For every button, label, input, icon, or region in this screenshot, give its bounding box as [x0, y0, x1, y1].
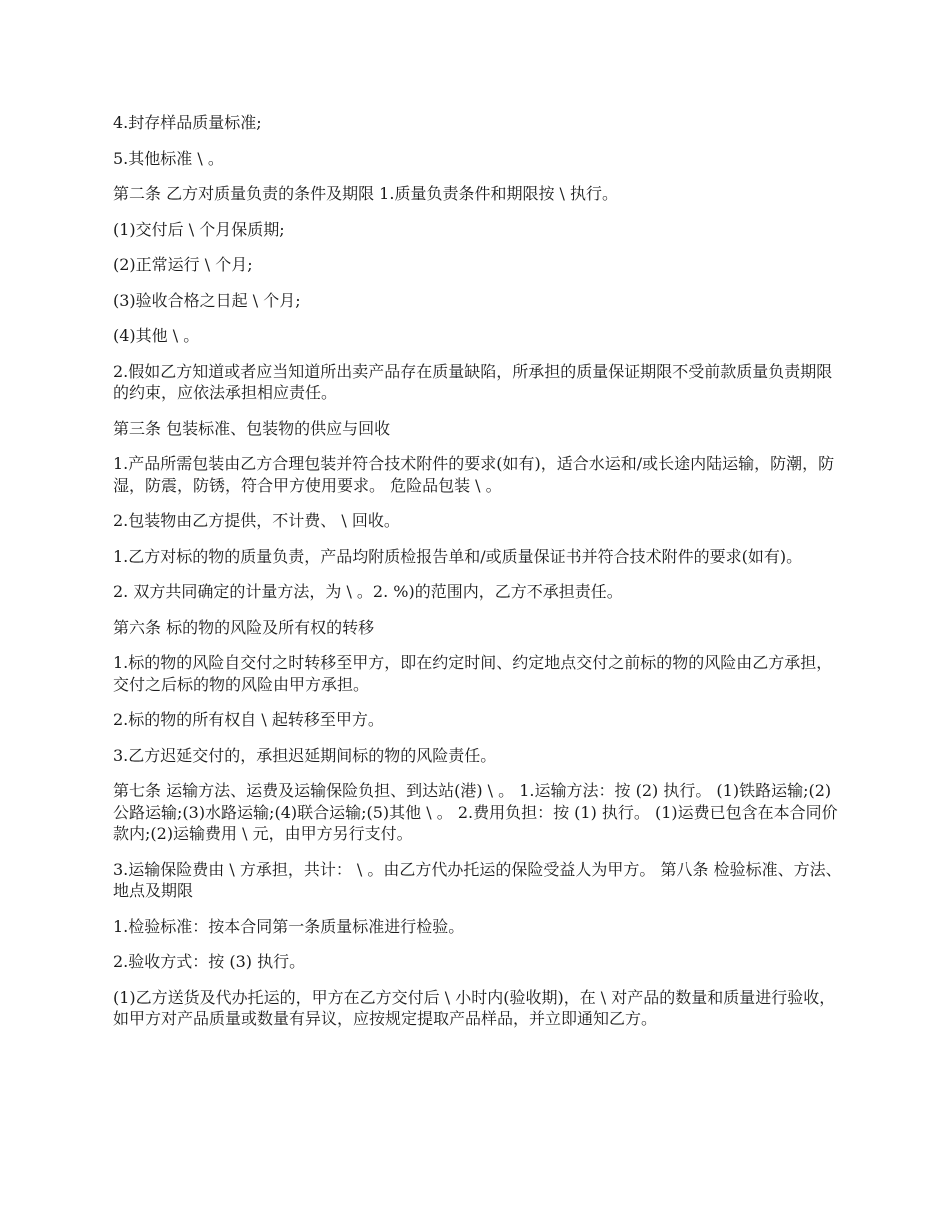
- paragraph-article-2-heading: 第二条 乙方对质量负责的条件及期限 1.质量负责条件和期限按 \ 执行。: [113, 184, 619, 203]
- paragraph-measurement-clause-2: 2. 双方共同确定的计量方法，为 \ 。2. %)的范围内，乙方不承担责任。: [113, 582, 623, 601]
- paragraph-article-3-heading: 第三条 包装标准、包装物的供应与回收: [113, 418, 391, 438]
- document-body: [113, 112, 843, 1044]
- paragraph-article-2-item-2: (2)正常运行 \ 个月;: [113, 255, 253, 274]
- paragraph-article-2-item-3: (3)验收合格之日起 \ 个月;: [113, 290, 301, 310]
- paragraph-clause-1-5: 5.其他标准 \ 。: [113, 148, 224, 168]
- paragraph-clause-1-4: 4.封存样品质量标准;: [113, 113, 262, 132]
- paragraph-article-6-heading: 第六条 标的物的风险及所有权的转移: [113, 617, 375, 637]
- paragraph-article-8-item-1: (1)乙方送货及代办托运的，甲方在乙方交付后 \ 小时内(验收期)，在 \ 对产品的数量和质量进行验收，如甲方对产品质量或数量有异议，应按规定提取产品样品，并立即通知乙方。: [113, 987, 836, 1028]
- paragraph-article-6-clause-2: 2.标的物的所有权自 \ 起转移至甲方。: [113, 710, 384, 729]
- paragraph-article-3-clause-1: 1.产品所需包装由乙方合理包装并符合技术附件的要求(如有)，适合水运和/或长途内陆运输，防潮，防湿，防震，防锈，符合甲方使用要求。 危险品包装 \ 。: [113, 454, 835, 495]
- paragraph-quality-clause-1: 1.乙方对标的物的质量负责，产品均附质检报告单和/或质量保证书并符合技术附件的要求(如有)。: [113, 546, 803, 566]
- paragraph-article-2-item-4: (4)其他 \ 。: [113, 326, 200, 345]
- paragraph-article-7: 第七条 运输方法、运费及运输保险负担、到达站(港) \ 。 1.运输方法：按 (2) 执行。 (1)铁路运输;(2)公路运输;(3)水路运输;(4)联合运输;(5)其他 \ 。 2.费用负担：按 (1) 执行。 (1)运费已包含在本合同价款内;(2)运输费用 \ 元，由甲方另行支付。: [113, 781, 838, 843]
- paragraph-article-8-clause-1: 1.检验标准：按本合同第一条质量标准进行检验。: [113, 916, 465, 936]
- paragraph-article-2-item-1: (1)交付后 \ 个月保质期;: [113, 219, 285, 239]
- paragraph-article-6-clause-3: 3.乙方迟延交付的，承担迟延期间标的物的风险责任。: [113, 745, 497, 765]
- paragraph-article-2-clause-2: 2.假如乙方知道或者应当知道所出卖产品存在质量缺陷，所承担的质量保证期限不受前款质量负责期限的约束，应依法承担相应责任。: [113, 361, 833, 402]
- paragraph-article-7-clause-3: 3.运输保险费由 \ 方承担，共计： \ 。由乙方代办托运的保险受益人为甲方。 第八条 检验标准、方法、地点及期限: [113, 859, 842, 900]
- paragraph-article-6-clause-1: 1.标的物的风险自交付之时转移至甲方，即在约定时间、约定地点交付之前标的物的风险由乙方承担，交付之后标的物的风险由甲方承担。: [113, 653, 833, 694]
- paragraph-article-8-clause-2: 2.验收方式：按 (3) 执行。: [113, 952, 306, 971]
- paragraph-article-3-clause-2: 2.包装物由乙方提供，不计费、 \ 回收。: [113, 511, 400, 530]
